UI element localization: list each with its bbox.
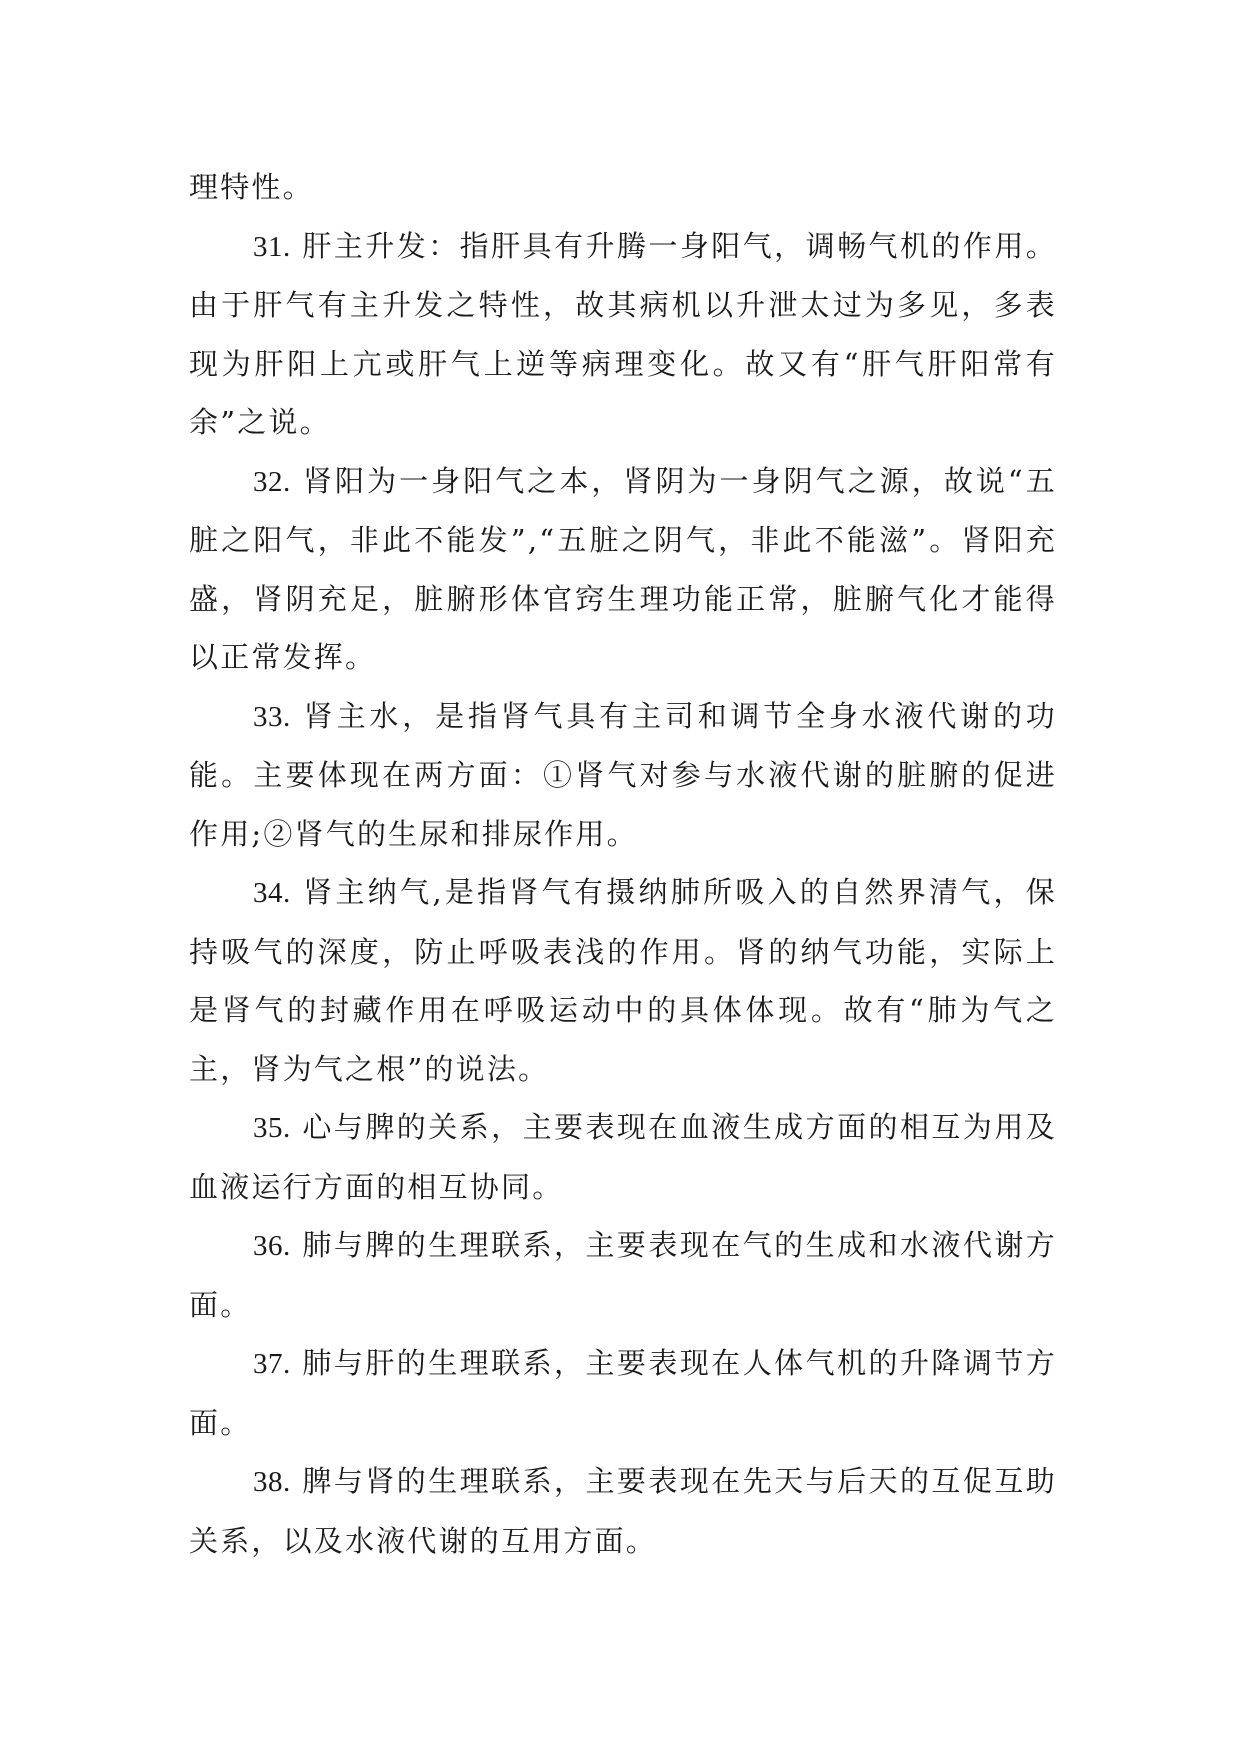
paragraph-31: [189, 217, 1057, 452]
paragraph-text: 肺与脾的生理联系，主要表现在气的生成和水液代谢方面。: [189, 1228, 1057, 1322]
paragraph-number: 36.: [253, 1230, 291, 1262]
paragraph-number: 34.: [253, 877, 291, 909]
paragraph-37: [189, 1334, 1057, 1452]
document-body: [189, 158, 1057, 1570]
paragraph-text: 肾阳为一身阳气之本，肾阴为一身阴气之源，故说“五脏之阳气，非此不能发”,“五脏之阴气，非此不能滋”。肾阳充盛，肾阴充足，脏腑形体官窍生理功能正常，脏腑气化才能得以正常发挥。: [189, 463, 1057, 674]
paragraph-36: [189, 1216, 1057, 1334]
paragraph-text: 脾与肾的生理联系，主要表现在先天与后天的互促互助关系，以及水液代谢的互用方面。: [189, 1464, 1057, 1558]
paragraph-number: 35.: [253, 1112, 291, 1144]
paragraph-text: 心与脾的关系，主要表现在血液生成方面的相互为用及血液运行方面的相互协同。: [189, 1110, 1057, 1204]
paragraph-35: [189, 1098, 1057, 1216]
paragraph-continued: [189, 158, 1057, 217]
paragraph-number: 38.: [253, 1466, 291, 1498]
paragraph-38: [189, 1452, 1057, 1570]
paragraph-number: 37.: [253, 1348, 291, 1380]
paragraph-number: 33.: [253, 700, 291, 733]
paragraph-number: 32.: [253, 465, 291, 498]
paragraph-text: 肝主升发：指肝具有升腾一身阳气，调畅气机的作用。由于肝气有主升发之特性，故其病机以升泄太过为多见，多表现为肝阳上亢或肝气上逆等病理变化。故又有“肝气肝阳常有余”之说。: [189, 228, 1057, 439]
paragraph-text: 肺与肝的生理联系，主要表现在人体气机的升降调节方面。: [189, 1346, 1057, 1440]
paragraph-text: 理特性。: [189, 170, 314, 204]
paragraph-32: [189, 452, 1057, 687]
paragraph-text: 肾主水，是指肾气具有主司和调节全身水液代谢的功能。主要体现在两方面：①肾气对参与水液代谢的脏腑的促进作用;②肾气的生尿和排尿作用。: [189, 698, 1057, 851]
paragraph-text: 肾主纳气,是指肾气有摄纳肺所吸入的自然界清气，保持吸气的深度，防止呼吸表浅的作用。肾的纳气功能，实际上是肾气的封藏作用在呼吸运动中的具体体现。故有“肺为气之主，肾为气之根”的说法。: [189, 875, 1057, 1086]
paragraph-34: [189, 863, 1057, 1098]
paragraph-33: [189, 687, 1057, 864]
paragraph-number: 31.: [253, 230, 291, 263]
